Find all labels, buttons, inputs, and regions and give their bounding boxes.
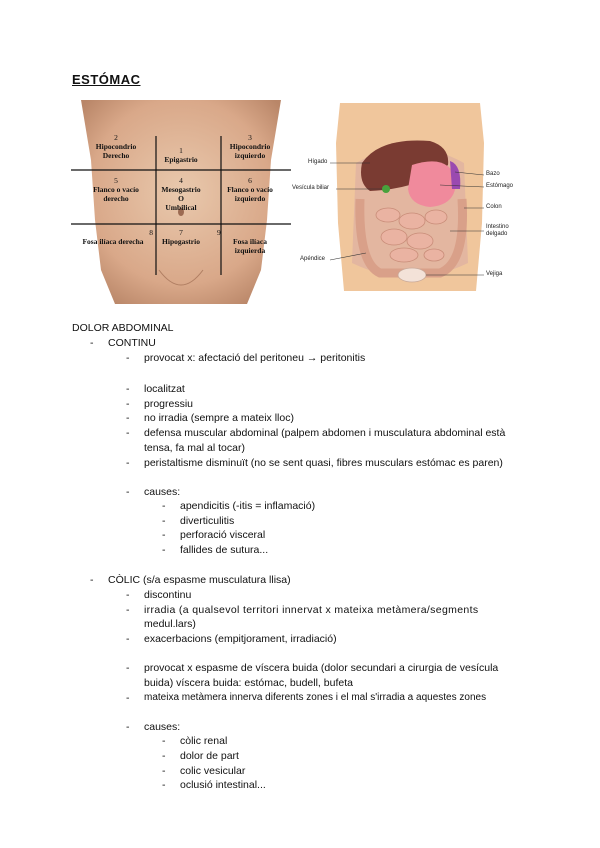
- continu-label: CONTINU: [108, 337, 156, 349]
- bullet-dash: -: [126, 383, 130, 395]
- region-epigastrio: 1 Epigastrio: [164, 146, 198, 164]
- colic-cause: colic vesicular: [180, 765, 246, 777]
- bullet-dash: -: [126, 486, 130, 498]
- continu-cause: fallides de sutura...: [180, 544, 269, 556]
- bullet-dash: -: [126, 633, 130, 645]
- colic-cause: còlic renal: [180, 735, 228, 747]
- bullet-dash: -: [162, 750, 166, 762]
- region-mesogastrio: 4 Mesogastrio O Umbilical: [161, 176, 201, 212]
- bullet-dash: -: [126, 662, 130, 674]
- colic-cause: dolor de part: [180, 750, 239, 762]
- label-colon: Colon: [486, 204, 502, 210]
- region-fosa-iliaca-derecha: 8 Fosa ilíaca derecha: [82, 228, 153, 246]
- continu-item: defensa muscular abdominal (palpem abdomen i musculatura abdominal està: [144, 427, 506, 439]
- region-flanco-izquierdo: 6 Flanco o vacío izquierdo: [227, 176, 273, 203]
- bullet-dash: -: [162, 544, 166, 556]
- colic-item-continued: medul.lars): [144, 618, 196, 630]
- continu-cause: perforació visceral: [180, 529, 266, 541]
- bullet-dash: -: [162, 515, 166, 527]
- region-fosa-iliaca-izquierda: 9 Fosa ilíaca izquierda: [217, 228, 267, 255]
- colic-item-continued: buida) víscera buida: estómac, budell, bufeta: [144, 677, 353, 689]
- bullet-dash: -: [126, 457, 130, 469]
- bullet-dash: -: [90, 337, 94, 349]
- label-vesicula: Vesícula biliar: [292, 185, 330, 191]
- continu-cause: diverticulitis: [180, 515, 235, 527]
- colic-label: CÒLIC (s/a espasme musculatura llisa): [108, 574, 291, 586]
- bullet-dash: -: [126, 412, 130, 424]
- continu-item: progressiu: [144, 398, 194, 410]
- label-bazo: Bazo: [486, 171, 500, 177]
- section-heading: DOLOR ABDOMINAL: [72, 322, 174, 334]
- abdominal-regions-figure: [71, 100, 291, 304]
- bullet-dash: -: [126, 604, 130, 616]
- colic-item: mateixa metàmera innerva diferents zones i el mal s'irradia a aquestes zones: [144, 692, 487, 703]
- continu-item: peristaltisme disminuït (no se sent quasi, fibres musculars estómac es paren): [144, 457, 503, 469]
- bullet-dash: -: [162, 779, 166, 791]
- organs-illustration: [300, 103, 520, 291]
- bullet-dash: -: [126, 721, 130, 733]
- colic-causes-label: causes:: [144, 721, 181, 733]
- region-hipogastrio: 7 Hipogastrio: [162, 228, 200, 246]
- bullet-dash: -: [126, 398, 130, 410]
- region-hipocondrio-derecho: 2 Hipocondrio Derecho: [95, 133, 137, 160]
- continu-item: no irradia (sempre a mateix lloc): [144, 412, 294, 424]
- bullet-dash: -: [126, 427, 130, 439]
- label-intestino: Intestino delgado: [486, 224, 509, 237]
- colic-item: irradia (a qualsevol territori innervat x mateixa metàmera/segments: [144, 604, 479, 616]
- label-vejiga: Vejiga: [486, 271, 503, 277]
- label-estomago: Estómago: [486, 183, 514, 189]
- continu-item: provocat x: afectació del peritoneu → peritonitis: [144, 352, 366, 364]
- bullet-dash: -: [126, 589, 130, 601]
- continu-item-continued: tensa, fa mal al tocar): [144, 442, 245, 454]
- bullet-dash: -: [162, 735, 166, 747]
- continu-causes-label: causes:: [144, 486, 181, 498]
- label-apendice: Apéndice: [300, 256, 326, 262]
- bullet-dash: -: [162, 500, 166, 512]
- region-flanco-derecho: 5 Flanco o vacío derecho: [93, 176, 139, 203]
- region-hipocondrio-izquierdo: 3 Hipocondrio izquierdo: [229, 133, 271, 160]
- bullet-dash: -: [162, 529, 166, 541]
- continu-cause: apendicitis (-itis = inflamació): [180, 500, 316, 512]
- bullet-dash: -: [162, 765, 166, 777]
- bullet-dash: -: [90, 574, 94, 586]
- bullet-dash: -: [126, 352, 130, 364]
- bullet-dash: -: [126, 692, 130, 704]
- label-higado: Hígado: [308, 159, 328, 165]
- colic-item: provocat x espasme de víscera buida (dolor secundari a cirurgia de vesícula: [144, 662, 499, 674]
- colic-cause: oclusió intestinal...: [180, 779, 266, 791]
- continu-item: localitzat: [144, 383, 185, 395]
- colic-item: discontinu: [144, 589, 192, 601]
- colic-item: exacerbacions (empitjorament, irradiació): [144, 633, 337, 645]
- abdominal-organs-figure: [292, 103, 520, 291]
- page-title: ESTÓMAC: [72, 72, 141, 87]
